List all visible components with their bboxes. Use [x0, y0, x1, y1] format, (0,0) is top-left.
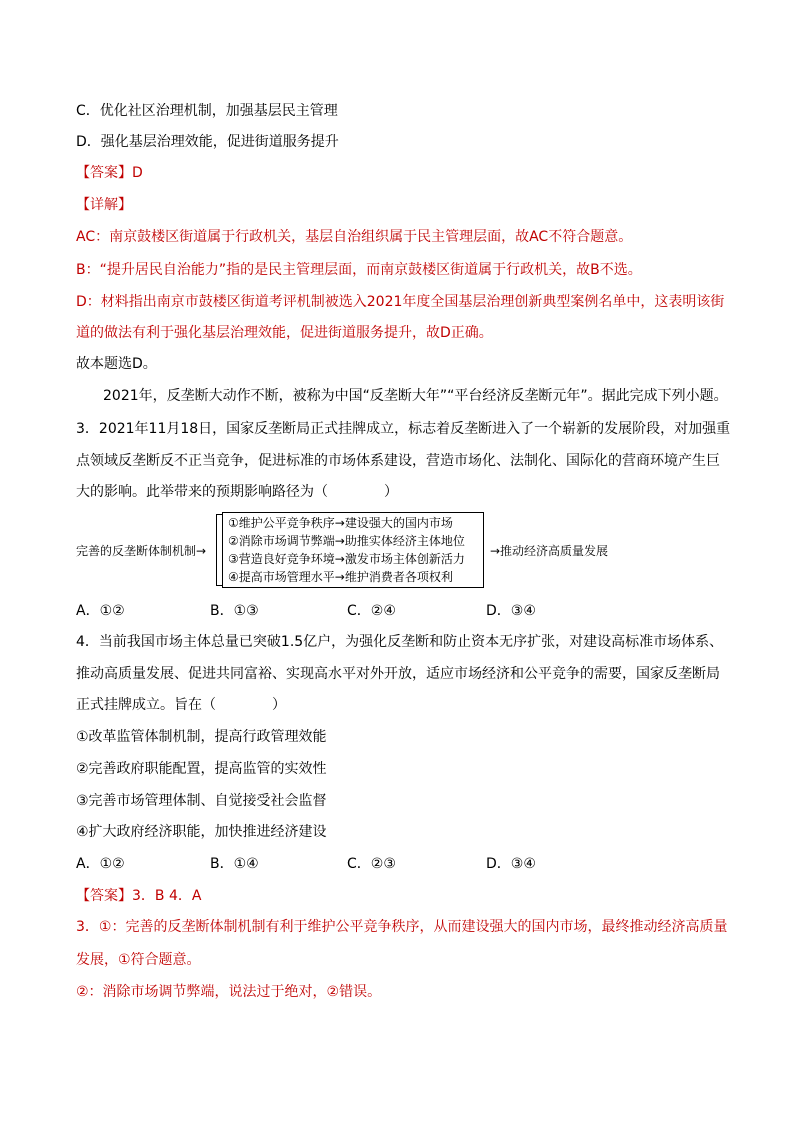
diagram-box: [222, 512, 484, 588]
option-c-text: C．优化社区治理机制，加强基层民主管理: [76, 103, 338, 119]
question-3-line-1: 3．2021年11月18日，国家反垄断局正式挂牌成立，标志着反垄断进入了一个崭新的发展阶段，对加强重: [76, 421, 731, 437]
answer-label: 【答案】D: [76, 165, 143, 181]
diagram-item: ②消除市场调节弊端→助推实体经济主体地位: [228, 534, 465, 548]
q3-option-a: A．①②: [76, 603, 125, 619]
question-3-line-2: 点领域反垄断反不正当竞争，促进标准的市场体系建设，营造市场化、法制化、国际化的营商环境产生巨: [76, 453, 720, 469]
question-4-line-2: 推动高质量发展、促进共同富裕、实现高水平对外开放，适应市场经济和公平竞争的需要，国家反垄断局: [76, 666, 720, 682]
question-4-line-1: 4．当前我国市场主体总量已突破1.5亿户，为强化反垄断和防止资本无序扩张，对建设高标准市场体系、: [76, 634, 724, 650]
q4-option-d: D．③④: [486, 856, 536, 872]
diagram-item: ③营造良好竞争环境→激发市场主体创新活力: [228, 552, 465, 566]
explanation-d-2: 道的做法有利于强化基层治理效能，促进街道服务提升，故D正确。: [76, 325, 493, 341]
diagram-item: ④提高市场管理水平→维护消费者各项权利: [228, 570, 453, 584]
q4-option-c: C．②③: [347, 856, 396, 872]
q4-option-a: A．①②: [76, 856, 125, 872]
conclusion: 故本题选D。: [76, 356, 157, 372]
q3-option-b: B．①③: [210, 603, 259, 619]
explanation-label: 【详解】: [76, 197, 132, 213]
passage-intro: 2021年，反垄断大动作不断，被称为中国“反垄断大年”“平台经济反垄断元年”。据此完成下列小题。: [103, 388, 728, 404]
explanation-3-3: ②：消除市场调节弊端，说法过于绝对，②错误。: [76, 984, 382, 1000]
statement-1: ①改革监管体制机制，提高行政管理效能: [76, 729, 327, 745]
question-4-line-3: 正式挂牌成立。旨在（ ）: [76, 697, 286, 713]
explanation-3-2: 发展，①符合题意。: [76, 952, 201, 968]
option-d-text: D．强化基层治理效能，促进街道服务提升: [76, 134, 339, 150]
statement-3: ③完善市场管理体制、自觉接受社会监督: [76, 793, 327, 809]
q3-option-c: C．②④: [347, 603, 396, 619]
q4-option-b: B．①④: [210, 856, 259, 872]
statement-4: ④扩大政府经济职能，加快推进经济建设: [76, 824, 327, 840]
question-3-line-3: 大的影响。此举带来的预期影响路径为（ ）: [76, 484, 398, 500]
explanation-d-1: D：材料指出南京市鼓楼区街道考评机制被选入2021年度全国基层治理创新典型案例名单中，这表明该街: [76, 294, 725, 310]
statement-2: ②完善政府职能配置，提高监管的实效性: [76, 761, 327, 777]
explanation-ac: AC：南京鼓楼区街道属于行政机关，基层自治组织属于民主管理层面，故AC不符合题意。: [76, 229, 633, 245]
diagram-result: →推动经济高质量发展: [490, 544, 609, 558]
explanation-b: B：“提升居民自治能力”指的是民主管理层面，而南京鼓楼区街道属于行政机关，故B不选。: [76, 262, 642, 278]
diagram-item: ①维护公平竞争秩序→建设强大的国内市场: [228, 516, 453, 530]
diagram-source: 完善的反垄断体制机制→: [76, 544, 207, 558]
answer-label-2: 【答案】3．B 4．A: [76, 888, 202, 904]
q3-option-d: D．③④: [486, 603, 536, 619]
explanation-3-1: 3．①：完善的反垄断体制机制有利于维护公平竞争秩序，从而建设强大的国内市场，最终推动经济高质量: [76, 919, 728, 935]
